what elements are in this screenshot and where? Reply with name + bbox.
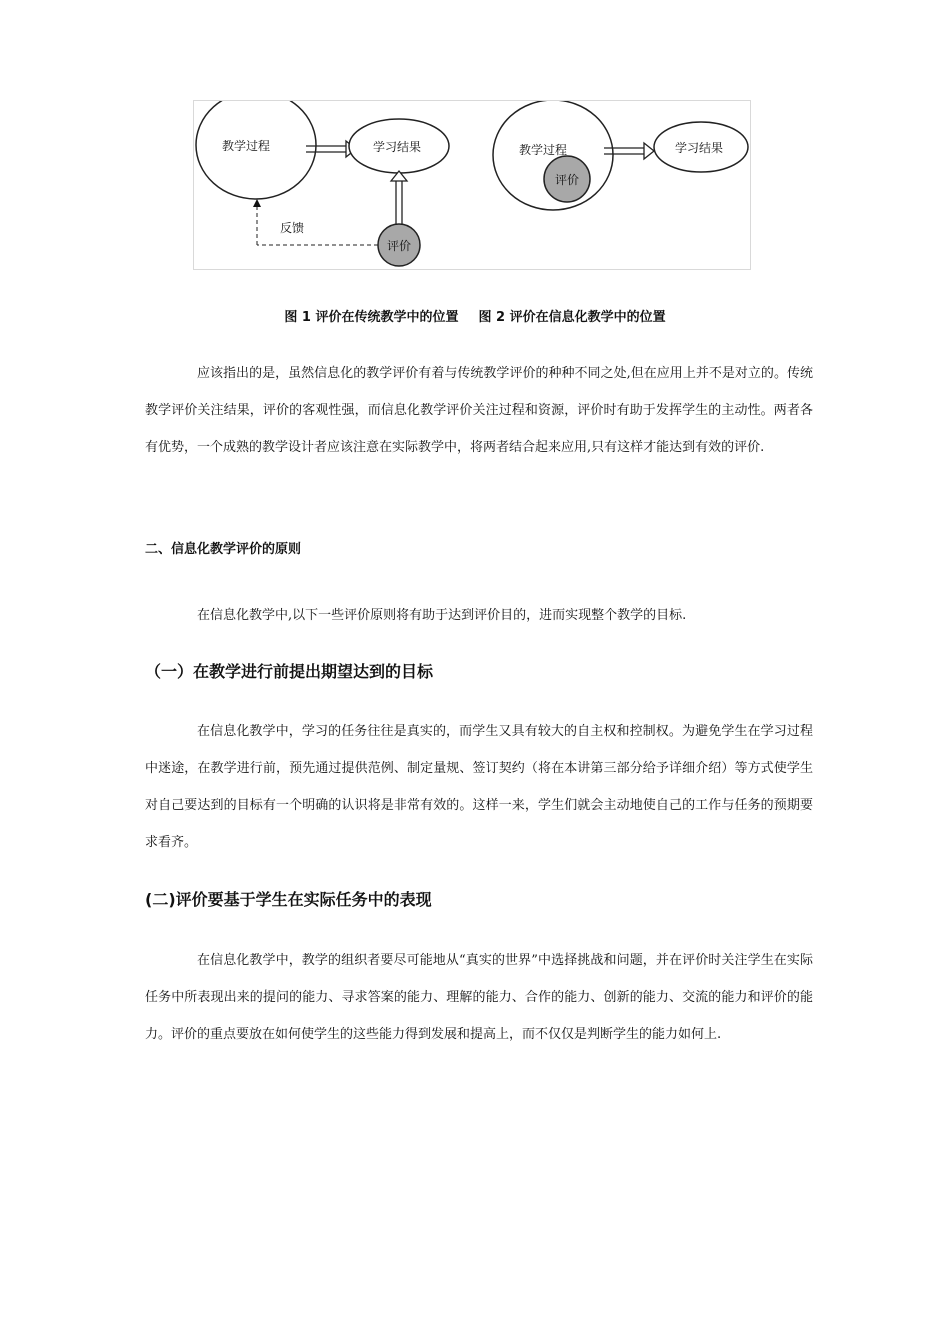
fig2-evaluation-label: 评价 bbox=[555, 173, 580, 187]
section-heading-principles: 二、信息化教学评价的原则 bbox=[145, 542, 302, 557]
evaluation-diagram bbox=[194, 101, 750, 269]
subsection-heading-goals: （一）在教学进行前提出期望达到的目标 bbox=[145, 662, 434, 681]
fig1-evaluation-to-result-arrow bbox=[391, 171, 407, 225]
paragraph-goals: 在信息化教学中，学习的任务往往是真实的，而学生又具有较大的自主权和控制权。为避免学生在学习过程中迷途，在教学进行前，预先通过提供范例、制定量规、签订契约（将在本讲第三部分给予详细介绍）等方式使学生对自己要达到的目标有一个明确的认识将是非常有效的。这样一来，学生们就会主动地使自己的工作与任务的预期要求看齐。 bbox=[145, 724, 813, 850]
evaluation-figure bbox=[193, 100, 751, 270]
paragraph-performance: 在信息化教学中，教学的组织者要尽可能地从“真实的世界”中选择挑战和问题，并在评价时关注学生在实际任务中所表现出来的提问的能力、寻求答案的能力、理解的能力、合作的能力、创新的能力、交流的能力和评价的能力。评价的重点要放在如何使学生的这些能力得到发展和提高上，而不仅仅是判断学生的能力如何上. bbox=[145, 953, 813, 1042]
fig1-feedback-label: 反馈 bbox=[280, 221, 305, 235]
fig1-result-label: 学习结果 bbox=[373, 140, 422, 154]
paragraph-principles-intro: 在信息化教学中,以下一些评价原则将有助于达到评价目的，进而实现整个教学的目标. bbox=[197, 608, 687, 623]
paragraph-comparison: 应该指出的是，虽然信息化的教学评价有着与传统教学评价的种种不同之处,但在应用上并不是对立的。传统教学评价关注结果，评价的客观性强，而信息化教学评价关注过程和资源，评价时有助于发挥学生的主动性。两者各有优势，一个成熟的教学设计者应该注意在实际教学中，将两者结合起来应用,只有这样才能达到有效的评价. bbox=[145, 366, 813, 455]
figure-caption bbox=[0, 306, 950, 325]
figure-caption-2: 图 2 评价在信息化教学中的位置 bbox=[478, 310, 666, 325]
subsection-heading-performance: (二)评价要基于学生在实际任务中的表现 bbox=[145, 890, 432, 909]
fig1-evaluation-label: 评价 bbox=[387, 239, 412, 253]
fig1-process-label: 教学过程 bbox=[222, 139, 271, 153]
figure-caption-1: 图 1 评价在传统教学中的位置 bbox=[284, 310, 459, 325]
fig1-feedback-arrow bbox=[253, 199, 378, 245]
fig2-result-label: 学习结果 bbox=[675, 141, 724, 155]
fig2-process-label: 教学过程 bbox=[519, 143, 568, 157]
